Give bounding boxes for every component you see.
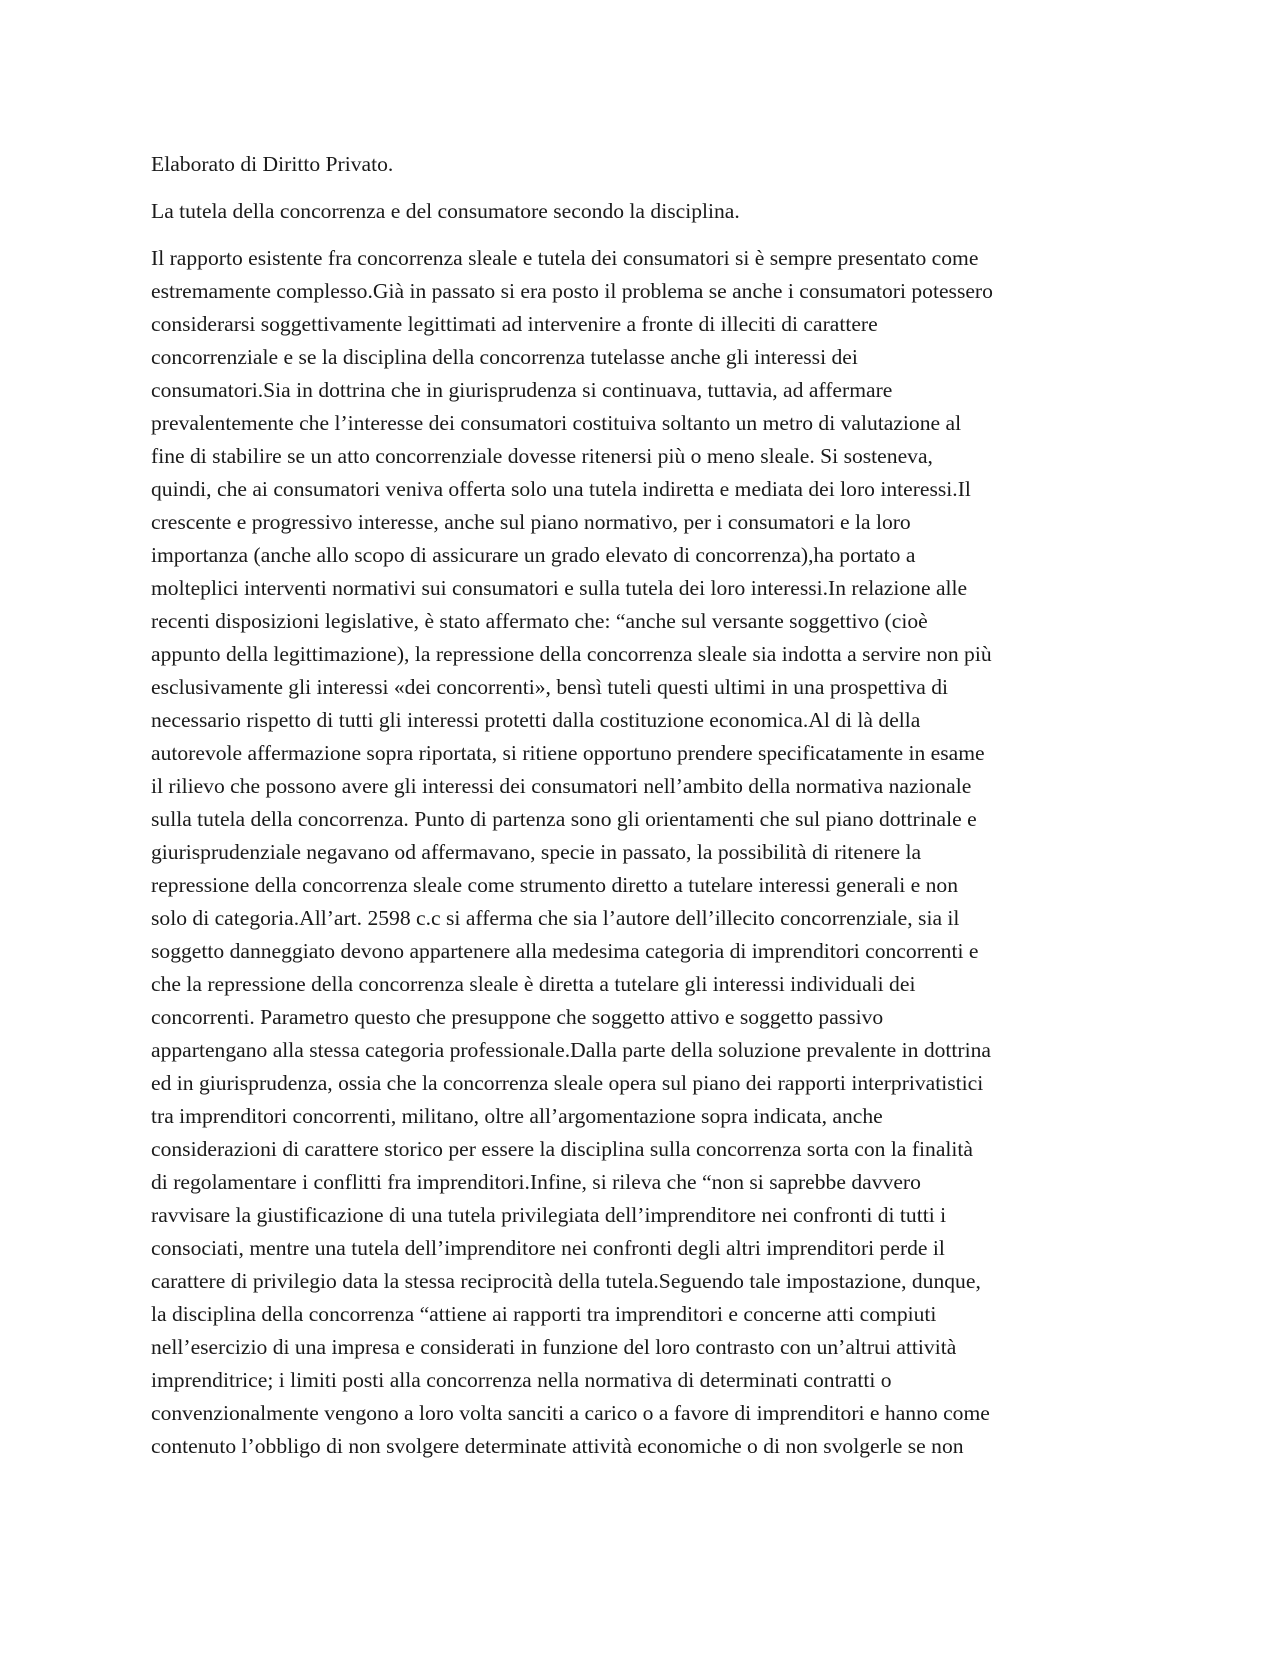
body-text-line: importanza (anche allo scopo di assicurare un grado elevato di concorrenza),ha portato a xyxy=(151,543,916,567)
body-text-line: consumatori.Sia in dottrina che in giurisprudenza si continuava, tuttavia, ad affermare xyxy=(151,378,893,402)
document-page xyxy=(151,148,1133,1463)
document-title: Elaborato di Diritto Privato. xyxy=(151,152,394,176)
body-text-line: autorevole affermazione sopra riportata, si ritiene opportuno prendere specificatamente in esame xyxy=(151,741,985,765)
body-text-line: tra imprenditori concorrenti, militano, oltre all’argomentazione sopra indicata, anche xyxy=(151,1104,883,1128)
body-text-line: nell’esercizio di una impresa e considerati in funzione del loro contrasto con un’altrui attività xyxy=(151,1335,957,1359)
body-text-line: repressione della concorrenza sleale come strumento diretto a tutelare interessi generali e non xyxy=(151,873,959,897)
body-text-line: quindi, che ai consumatori veniva offerta solo una tutela indiretta e mediata dei loro interessi.Il xyxy=(151,477,971,501)
body-text-line: Il rapporto esistente fra concorrenza sleale e tutela dei consumatori si è sempre presentato come xyxy=(151,246,979,270)
body-text-line: carattere di privilegio data la stessa reciprocità della tutela.Seguendo tale impostazione, dunque, xyxy=(151,1269,981,1293)
body-text-line: di regolamentare i conflitti fra imprenditori.Infine, si rileva che “non si saprebbe davvero xyxy=(151,1170,921,1194)
body-text-line: contenuto l’obbligo di non svolgere determinate attività economiche o di non svolgerle se non xyxy=(151,1434,964,1458)
body-text-line: il rilievo che possono avere gli interessi dei consumatori nell’ambito della normativa nazionale xyxy=(151,774,972,798)
body-text-line: solo di categoria.All’art. 2598 c.c si afferma che sia l’autore dell’illecito concorrenziale, sia il xyxy=(151,906,960,930)
body-text-line: consociati, mentre una tutela dell’imprenditore nei confronti degli altri imprenditori perde il xyxy=(151,1236,945,1260)
body-text-line: molteplici interventi normativi sui consumatori e sulla tutela dei loro interessi.In relazione alle xyxy=(151,576,968,600)
body-text-line: sulla tutela della concorrenza. Punto di partenza sono gli orientamenti che sul piano dottrinale e xyxy=(151,807,977,831)
body-text-line: estremamente complesso.Già in passato si era posto il problema se anche i consumatori potessero xyxy=(151,279,993,303)
body-text-line: ravvisare la giustificazione di una tutela privilegiata dell’imprenditore nei confronti di tutti i xyxy=(151,1203,947,1227)
body-text-line: giurisprudenziale negavano od affermavano, specie in passato, la possibilità di ritenere la xyxy=(151,840,922,864)
document-subtitle: La tutela della concorrenza e del consumatore secondo la disciplina. xyxy=(151,199,740,223)
body-text-line: soggetto danneggiato devono appartenere alla medesima categoria di imprenditori concorrenti e xyxy=(151,939,979,963)
body-text-line: concorrenti. Parametro questo che presuppone che soggetto attivo e soggetto passivo xyxy=(151,1005,884,1029)
body-text-line: imprenditrice; i limiti posti alla concorrenza nella normativa di determinati contratti o xyxy=(151,1368,892,1392)
document-body xyxy=(151,242,1133,1463)
body-text-line: concorrenziale e se la disciplina della concorrenza tutelasse anche gli interessi dei xyxy=(151,345,858,369)
body-text-line: ed in giurisprudenza, ossia che la concorrenza sleale opera sul piano dei rapporti interprivatistici xyxy=(151,1071,984,1095)
body-text-line: crescente e progressivo interesse, anche sul piano normativo, per i consumatori e la loro xyxy=(151,510,911,534)
body-text-line: convenzionalmente vengono a loro volta sanciti a carico o a favore di imprenditori e hanno come xyxy=(151,1401,990,1425)
body-text-line: recenti disposizioni legislative, è stato affermato che: “anche sul versante soggettivo (cioè xyxy=(151,609,928,633)
body-text-line: appartengano alla stessa categoria professionale.Dalla parte della soluzione prevalente in dottrina xyxy=(151,1038,992,1062)
body-text-line: necessario rispetto di tutti gli interessi protetti dalla costituzione economica.Al di là della xyxy=(151,708,921,732)
body-text-line: considerazioni di carattere storico per essere la disciplina sulla concorrenza sorta con la finalità xyxy=(151,1137,973,1161)
body-text-line: che la repressione della concorrenza sleale è diretta a tutelare gli interessi individuali dei xyxy=(151,972,916,996)
body-text-line: esclusivamente gli interessi «dei concorrenti», bensì tuteli questi ultimi in una prospettiva di xyxy=(151,675,948,699)
body-text-line: considerarsi soggettivamente legittimati ad intervenire a fronte di illeciti di carattere xyxy=(151,312,878,336)
body-text-line: fine di stabilire se un atto concorrenziale dovesse ritenersi più o meno sleale. Si sosteneva, xyxy=(151,444,933,468)
body-text-line: la disciplina della concorrenza “attiene ai rapporti tra imprenditori e concerne atti compiuti xyxy=(151,1302,937,1326)
body-text-line: prevalentemente che l’interesse dei consumatori costituiva soltanto un metro di valutazione al xyxy=(151,411,962,435)
body-text-line: appunto della legittimazione), la repressione della concorrenza sleale sia indotta a servire non più xyxy=(151,642,992,666)
